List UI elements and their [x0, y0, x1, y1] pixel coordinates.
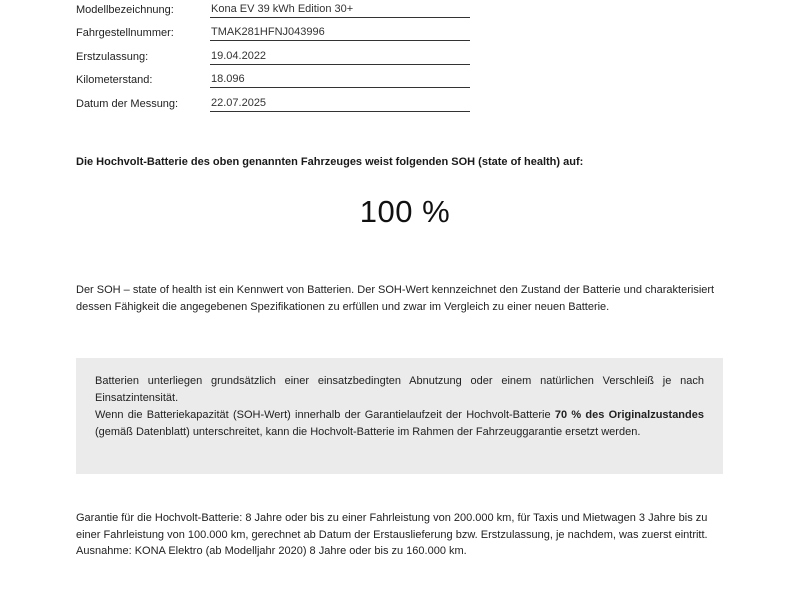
mileage-value: 18.096 [210, 72, 470, 88]
mileage-label: Kilometerstand: [76, 74, 153, 86]
note-text-end: (gemäß Datenblatt) unterschreitet, kann die Hochvolt-Batterie im Rahmen der Fahrzeuggarantie ersetzt werden. [95, 425, 641, 438]
field-row-registration [76, 41, 476, 65]
soh-definition: Der SOH – state of health ist ein Kennwert von Batterien. Der SOH-Wert kennzeichnet den Zustand der Batterie und charakterisiert dessen Fähigkeit die angegebenen Spezifikationen zu erfüllen und zwar im Vergleich zu einer neuen Batterie. [76, 284, 715, 313]
measurement-date-value: 22.07.2025 [210, 96, 470, 112]
vin-label: Fahrgestellnummer: [76, 27, 174, 39]
vin-value: TMAK281HFNJ043996 [210, 25, 470, 41]
warranty-text: Garantie für die Hochvolt-Batterie: 8 Jahre oder bis zu einer Fahrleistung von 200.000 km, für Taxis und Mietwagen 3 Jahre bis zu einer Fahrleistung von 100.000 km, gerechnet ab Datum der Erstauslieferung bzw. Erstzulassung, je nachdem, was zuerst eintritt. Ausnahme: KONA Elektro (ab Modelljahr 2020) 8 Jahre oder bis zu 160.000 km. [76, 512, 708, 557]
note-threshold-bold: 70 % des Originalzustandes [554, 409, 704, 421]
soh-intro-text: Die Hochvolt-Batterie des oben genannten Fahrzeuges weist folgenden SOH (state of health) auf: [76, 156, 584, 168]
model-label: Modellbezeichnung: [76, 3, 174, 16]
note-paragraph-wear: Batterien unterliegen grundsätzlich einer einsatzbedingten Abnutzung oder einem natürlichen Verschleiß je nach Einsatzintensität. [95, 375, 704, 404]
soh-value: 100 % [359, 194, 451, 229]
field-row-measurement-date [76, 88, 476, 112]
info-note-box [76, 358, 723, 474]
field-row-vin [76, 18, 476, 42]
note-paragraph-warranty-threshold [95, 407, 704, 440]
field-row-model [76, 0, 476, 18]
note-text-start: Wenn die Batteriekapazität (SOH-Wert) innerhalb der Garantielaufzeit der Hochvolt-Batterie [95, 409, 555, 421]
registration-label: Erstzulassung: [76, 50, 149, 63]
model-value: Kona EV 39 kWh Edition 30+ [210, 2, 470, 18]
vehicle-info-fields [76, 0, 476, 112]
field-row-mileage [76, 65, 476, 89]
registration-value: 19.04.2022 [210, 49, 470, 65]
measurement-date-label: Datum der Messung: [76, 97, 179, 110]
